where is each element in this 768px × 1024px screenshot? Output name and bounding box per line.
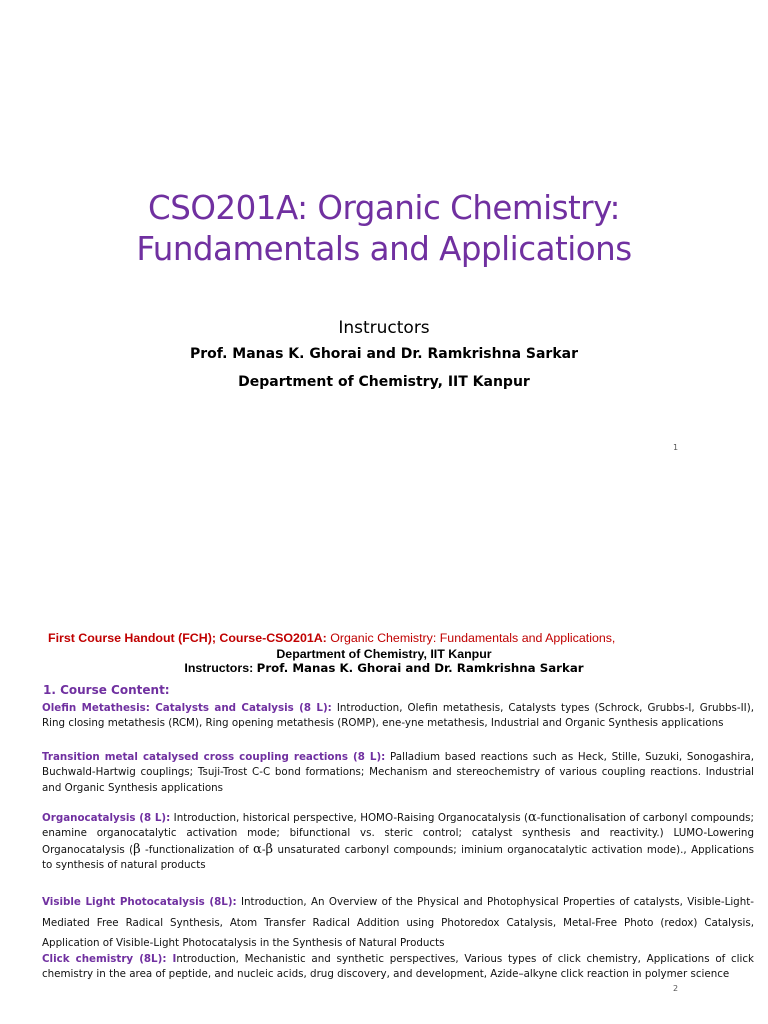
topic-description: Introduction, An Overview of the Physical and Photophysical Properties of catalysts, Visible-Light-Mediated Free Radical Synthesis, Atom Transfer Radical Addition using Photoredox Catalysis, Metal-Free Photo (redox) Catalysis, Application of Visible-Light Photocatalysis in the Synthesis of Natural Products bbox=[42, 896, 754, 949]
alpha-symbol: α bbox=[528, 810, 537, 825]
topic-title: Olefin Metathesis: Catalysts and Catalysis (8 L): bbox=[42, 702, 332, 714]
course-topic bbox=[42, 701, 754, 732]
course-topic bbox=[42, 952, 754, 983]
topic-description: Introduction, historical perspective, HOMO-Raising Organocatalysis ( bbox=[170, 812, 529, 824]
topic-description: Palladium based reactions such as Heck, Stille, Suzuki, Sonogashira, Buchwald-Hartwig couplings; Tsuji-Trost C-C bond formations; Mechanism and stereochemistry of various coupling reactions. Industrial and Organic Synthesis applications bbox=[42, 751, 755, 794]
topic-description: Introduction, Olefin metathesis, Catalysts types (Schrock, Grubbs-I, Grubbs-II), Ring closing metathesis (RCM), Ring opening metathesis (ROMP), ene-yne metathesis, Industrial and Organic Synthesis applications bbox=[42, 702, 754, 730]
beta-symbol: β bbox=[265, 841, 274, 857]
topic-description: unsaturated carbonyl compounds; iminium organocatalytic activation mode)., Applications to synthesis of natural products bbox=[42, 843, 754, 871]
handout-department: Department of Chemistry, IIT Kanpur bbox=[276, 647, 492, 661]
topic-title: Organocatalysis (8 L): bbox=[42, 812, 171, 824]
topic-title: Click chemistry (8L): I bbox=[42, 953, 177, 965]
section-heading: 1. Course Content: bbox=[43, 683, 170, 697]
topic-description: -functionalisation of carbonyl compounds; enamine organocatalytic activation mode; bifunctional vs. steric control; catalyst synthesis and reactivity.) LUMO-Lowering Organocatalysis ( bbox=[42, 812, 754, 856]
department-name: Department of Chemistry, IIT Kanpur bbox=[238, 374, 530, 390]
course-title-line-2: Fundamentals and Applications bbox=[136, 230, 632, 268]
topic-title: Transition metal catalysed cross coupling reactions (8 L): bbox=[42, 751, 386, 763]
course-title-line-1: CSO201A: Organic Chemistry: bbox=[148, 189, 620, 227]
handout-header bbox=[48, 631, 748, 645]
alpha-symbol: α bbox=[253, 841, 262, 857]
dash-separator: - bbox=[261, 843, 266, 856]
course-topic bbox=[42, 810, 754, 873]
handout-header-bold: First Course Handout (FCH); Course-CSO201A: bbox=[48, 631, 327, 645]
handout-instructors bbox=[0, 661, 768, 675]
course-handout-slide bbox=[0, 600, 768, 1024]
topic-description: -functionalization of bbox=[140, 843, 254, 856]
course-topic bbox=[42, 892, 754, 954]
title-slide bbox=[0, 0, 768, 470]
topic-description: ntroduction, Mechanistic and synthetic perspectives, Various types of click chemistry, Applications of click chemistry in the area of peptide, and nucleic acids, drug discovery, and development, Azide–alkyne click reaction in polymer science bbox=[42, 953, 754, 981]
slide-number: 2 bbox=[673, 984, 679, 993]
beta-symbol: β bbox=[133, 841, 141, 857]
course-topic bbox=[42, 750, 754, 796]
instructor-names: Prof. Manas K. Ghorai and Dr. Ramkrishna Sarkar bbox=[190, 346, 578, 362]
handout-instructors-prefix: Instructors: bbox=[184, 661, 257, 675]
topic-title: Visible Light Photocatalysis (8L): bbox=[42, 896, 237, 908]
course-title bbox=[0, 188, 768, 270]
handout-header-course: Organic Chemistry: Fundamentals and Applications, bbox=[326, 631, 616, 645]
slide-number: 1 bbox=[673, 443, 679, 452]
instructors-label: Instructors bbox=[338, 318, 430, 338]
handout-instructor-names: Prof. Manas K. Ghorai and Dr. Ramkrishna Sarkar bbox=[256, 661, 584, 675]
